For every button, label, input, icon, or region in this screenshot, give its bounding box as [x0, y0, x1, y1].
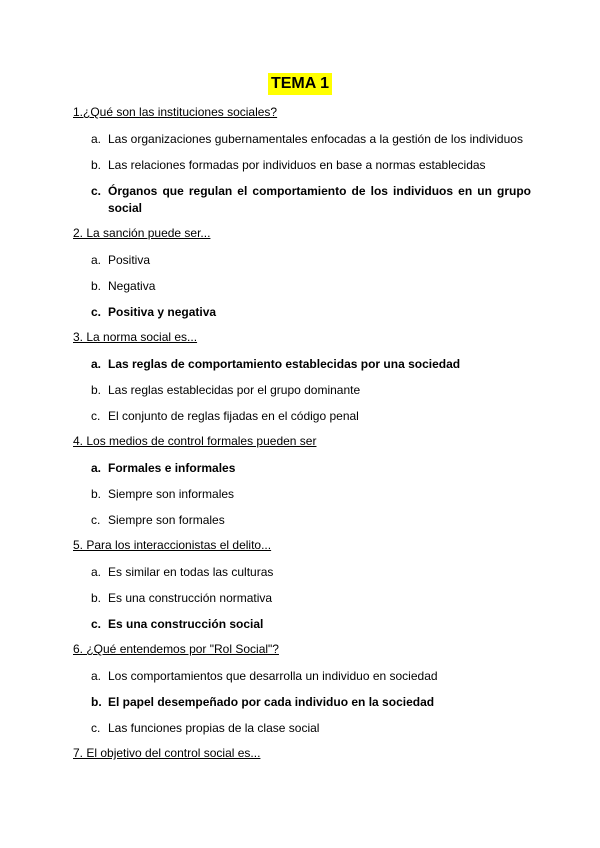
option-text: Las reglas de comportamiento establecidas por una sociedad	[108, 357, 461, 371]
option-text: Los comportamientos que desarrolla un individuo en sociedad	[108, 669, 438, 683]
question-3: 3. La norma social es...	[73, 330, 198, 344]
title-container	[0, 73, 600, 95]
question-6-option-a	[91, 668, 531, 684]
option-text: El papel desempeñado por cada individuo en la sociedad	[108, 695, 435, 709]
option-letter: a.	[91, 132, 102, 146]
question-2: 2. La sanción puede ser...	[73, 226, 211, 240]
option-text: Es similar en todas las culturas	[108, 565, 274, 579]
option-text: Positiva	[108, 253, 151, 267]
option-letter: b.	[91, 158, 102, 172]
option-letter: c.	[91, 184, 102, 198]
option-text: Las reglas establecidas por el grupo dominante	[108, 383, 361, 397]
option-text: Las funciones propias de la clase social	[108, 721, 320, 735]
option-text: Las relaciones formadas por individuos en base a normas establecidas	[108, 158, 486, 172]
option-letter: b.	[91, 383, 102, 397]
question-5-option-b	[91, 590, 531, 606]
question-7: 7. El objetivo del control social es...	[73, 746, 261, 760]
question-4-option-c	[91, 512, 531, 528]
question-1-option-c	[91, 183, 531, 217]
option-text: Las organizaciones gubernamentales enfocadas a la gestión de los individuos	[108, 132, 523, 146]
option-letter: c.	[91, 617, 102, 631]
option-letter: b.	[91, 487, 102, 501]
option-text: Órganos que regulan el comportamiento de los individuos en un grupo social	[108, 184, 531, 215]
option-letter: b.	[91, 695, 102, 709]
option-text: Es una construcción social	[108, 617, 264, 631]
question-1-option-b	[91, 157, 531, 173]
option-letter: c.	[91, 305, 102, 319]
question-1-option-a	[91, 131, 531, 147]
option-letter: b.	[91, 279, 102, 293]
question-4-option-a	[91, 460, 531, 476]
option-text: Positiva y negativa	[108, 305, 217, 319]
option-text: Es una construcción normativa	[108, 591, 273, 605]
question-5-option-c	[91, 616, 531, 632]
question-6-option-c	[91, 720, 531, 736]
question-5: 5. Para los interaccionistas el delito...	[73, 538, 272, 552]
option-text: Formales e informales	[108, 461, 236, 475]
option-letter: a.	[91, 669, 102, 683]
option-letter: c.	[91, 409, 101, 423]
question-3-option-c	[91, 408, 531, 424]
option-text: Siempre son informales	[108, 487, 235, 501]
question-1: 1.¿Qué son las instituciones sociales?	[73, 105, 278, 119]
question-6: 6. ¿Qué entendemos por "Rol Social"?	[73, 642, 279, 656]
option-letter: c.	[91, 721, 101, 735]
option-letter: c.	[91, 513, 101, 527]
question-4-option-b	[91, 486, 531, 502]
question-5-option-a	[91, 564, 531, 580]
question-2-option-b	[91, 278, 531, 294]
option-letter: a.	[91, 253, 102, 267]
option-letter: a.	[91, 565, 102, 579]
option-text: El conjunto de reglas fijadas en el código penal	[108, 409, 359, 423]
option-letter: a.	[91, 461, 102, 475]
question-2-option-a	[91, 252, 531, 268]
page-title: TEMA 1	[268, 73, 332, 95]
question-4: 4. Los medios de control formales pueden ser	[73, 434, 317, 448]
question-3-option-b	[91, 382, 531, 398]
option-letter: b.	[91, 591, 102, 605]
option-text: Negativa	[108, 279, 156, 293]
question-6-option-b	[91, 694, 531, 710]
question-3-option-a	[91, 356, 531, 372]
option-text: Siempre son formales	[108, 513, 225, 527]
option-letter: a.	[91, 357, 102, 371]
question-2-option-c	[91, 304, 531, 320]
